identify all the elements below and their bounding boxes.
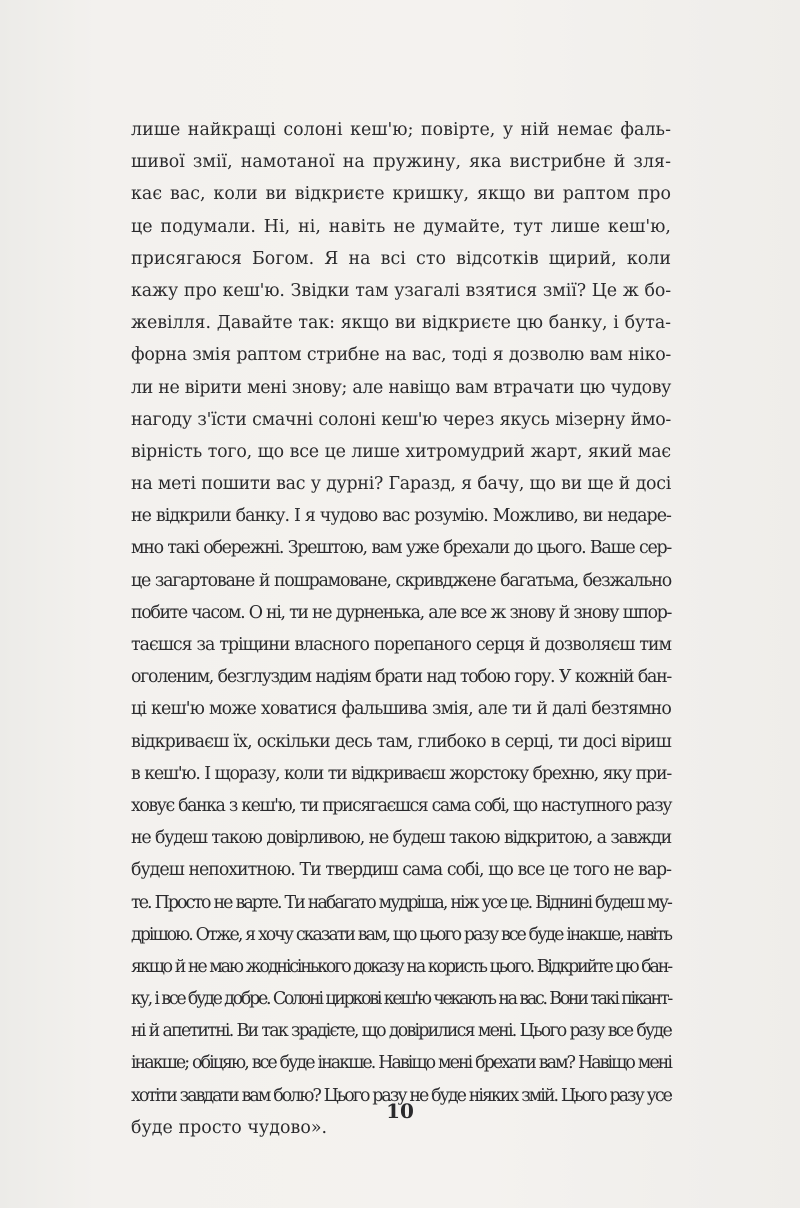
text-line: кає вас, коли ви відкриєте кришку, якщо ви раптом про bbox=[131, 184, 671, 205]
text-line: будеш непохитною. Ти твердиш сама собі, що все це того не вар- bbox=[131, 860, 671, 881]
text-line: ку, і все буде добре. Солоні циркові кеш'ю чекають на вас. Вони такі пікант- bbox=[131, 989, 671, 1010]
text-line: це загартоване й пошрамоване, скривджене багатьма, безжально bbox=[131, 570, 671, 591]
text-line: ховує банка з кеш'ю, ти присягаєшся сама собі, що наступного разу bbox=[131, 795, 671, 816]
text-line: ні й апетитні. Ви так зрадієте, що довірилися мені. Цього разу все буде bbox=[131, 1021, 671, 1042]
page-number: 10 bbox=[386, 1099, 414, 1123]
text-line: не відкрили банку. І я чудово вас розумію. Можливо, ви недаре- bbox=[131, 506, 671, 527]
text-line: інакше; обіцяю, все буде інакше. Навіщо мені брехати вам? Навіщо мені bbox=[131, 1053, 671, 1074]
text-line: дрішою. Отже, я хочу сказати вам, що цього разу все буде інакше, навіть bbox=[131, 924, 671, 945]
text-line: лише найкращі солоні кеш'ю; повірте, у ній немає фаль- bbox=[131, 120, 671, 140]
text-line: те. Просто не варте. Ти набагато мудріша, ніж усе це. Віднині будеш му- bbox=[131, 892, 671, 913]
text-line: шивої змії, намотаної на пружину, яка вистрибне й зля- bbox=[131, 152, 671, 173]
text-line: кажу про кеш'ю. Звідки там узагалі взятися змії? Це ж бо- bbox=[131, 280, 671, 301]
text-line: в кеш'ю. І щоразу, коли ти відкриваєш жорстоку брехню, яку при- bbox=[131, 763, 671, 784]
text-line: це подумали. Ні, ні, навіть не думайте, тут лише кеш'ю, bbox=[131, 216, 671, 237]
text-line: вірність того, що все це лише хитромудрий жарт, який має bbox=[131, 441, 671, 462]
body-text bbox=[131, 114, 671, 1144]
text-line: ці кеш'ю може ховатися фальшива змія, але ти й далі безтямно bbox=[131, 699, 671, 720]
text-line: мно такі обережні. Зрештою, вам уже брехали до цього. Ваше сер- bbox=[131, 538, 671, 559]
text-line: форна змія раптом стрибне на вас, тоді я дозволю вам ніко- bbox=[131, 345, 671, 366]
text-line: оголеним, безглуздим надіям брати над тобою гору. У кожній бан- bbox=[131, 667, 671, 688]
text-line: таєшся за тріщини власного порепаного серця й дозволяєш тим bbox=[131, 635, 671, 655]
text-line: побите часом. О ні, ти не дурненька, але все ж знову й знову шпор- bbox=[131, 602, 671, 623]
text-line: відкриваєш їх, оскільки десь там, глибоко в серці, ти досі віриш bbox=[131, 731, 671, 752]
text-line: нагоду з'їсти смачні солоні кеш'ю через якусь мізерну ймо- bbox=[131, 409, 671, 430]
text-line: на меті пошити вас у дурні? Гаразд, я бачу, що ви ще й досі bbox=[131, 474, 671, 495]
text-line: жевілля. Давайте так: якщо ви відкриєте цю банку, і бута- bbox=[131, 313, 671, 334]
text-line: ли не вірити мені знову; але навіщо вам втрачати цю чудову bbox=[131, 377, 671, 398]
text-line: присягаюся Богом. Я на всі сто відсотків щирий, коли bbox=[131, 248, 671, 269]
text-line: якщо й не маю жоднісінького доказу на користь цього. Відкрийте цю бан- bbox=[131, 956, 671, 977]
text-line: буде просто чудово». bbox=[131, 1117, 328, 1138]
text-line: хотіти завдати вам болю? Цього разу не буде ніяких змій. Цього разу усе bbox=[131, 1085, 671, 1106]
text-line: не будеш такою довірливою, не будеш такою відкритою, а завжди bbox=[131, 828, 671, 849]
